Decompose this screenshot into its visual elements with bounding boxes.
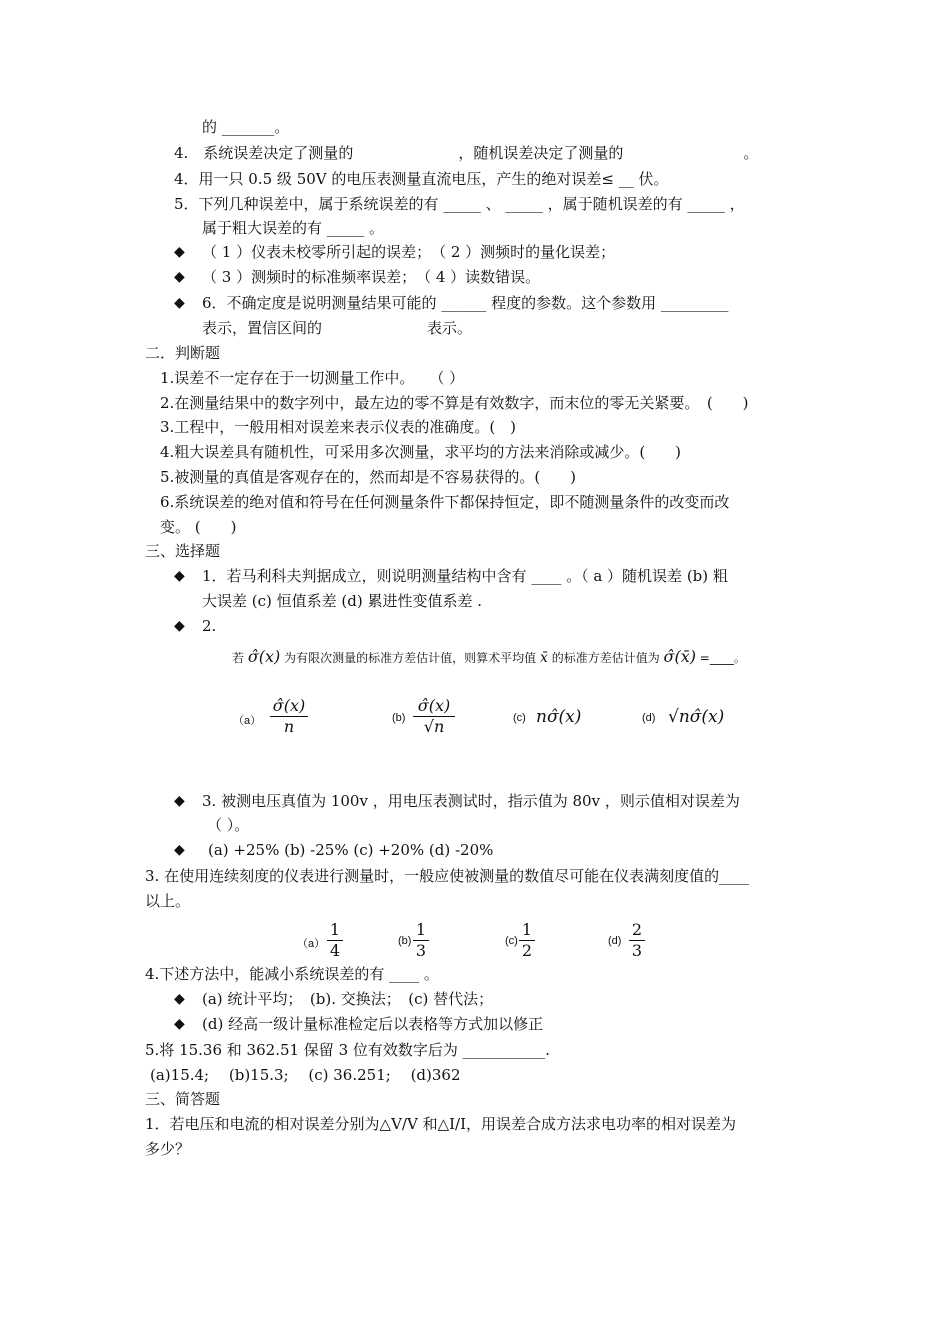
section-heading: 三、选择题 [145,542,221,560]
text-line: 3.工程中，一般用相对误差来表示仪表的准确度。( ) [160,418,517,436]
option-b-fraction [413,920,429,961]
section-heading: 二．判断题 [145,344,221,362]
fraction-numerator: 1 [413,920,429,941]
text-line: 6.系统误差的绝对值和符号在任何测量条件下都保持恒定，即不随测量条件的改变而改 [160,493,730,511]
text-line: 4．用一只 0.5 级 50V 的电压表测量直流电压，产生的绝对误差≤ __ 伏。 [174,170,669,188]
text-line: (a)15.4; (b)15.3; (c) 36.251; (d)362 [150,1066,461,1084]
text-line: 多少？ [145,1140,191,1158]
diamond-bullet-icon: ◆ [174,244,185,260]
text-line: 5.将 15.36 和 362.51 保留 3 位有效数字后为 ___________. [145,1041,550,1059]
fraction-numerator: 2 [629,920,645,941]
text-line: (a) +25% (b) -25% (c) +20% (d) -20% [208,841,494,859]
text-line: 以上。 [145,892,191,910]
text-line: 2. [202,617,217,635]
diamond-bullet-icon: ◆ [174,618,185,634]
text-line: 表示，置信区间的 表示。 [202,319,473,337]
option-label: (b) [392,712,406,724]
text-line: 1.误差不一定存在于一切测量工作中。 （ ） [160,369,465,387]
diamond-bullet-icon: ◆ [174,295,185,311]
fraction-denominator: 2 [521,941,533,960]
diamond-bullet-icon: ◆ [174,842,185,858]
text-line: (d) 经高一级计量标准检定后以表格等方式加以修正 [202,1015,544,1033]
option-c-expression: nσ̂(x) [536,707,582,727]
option-label: (c) [513,712,526,724]
option-label: (c) [505,935,518,947]
text-line: 3. 在使用连续刻度的仪表进行测量时，一般应使被测量的数值尽可能在仪表满刻度值的____ [145,867,750,885]
text-line: 大误差 (c) 恒值系差 (d) 累进性变值系差 . [202,592,483,610]
formula-text: 为有限次测量的标准方差估计值，则算术平均值 [284,651,537,665]
formula-xbar: x̄ [539,650,548,666]
option-label: （a） [233,715,262,727]
text-line: 3. 被测电压真值为 100v ，用电压表测试时，指示值为 80v ，则示值相对误差为 [202,792,740,810]
diamond-bullet-icon: ◆ [174,269,185,285]
fraction-denominator: √n [423,717,445,736]
fraction-denominator: 3 [415,941,427,960]
fraction-numerator: 1 [519,920,535,941]
section-heading: 三、简答题 [145,1090,221,1108]
option-d-expression: √nσ̂(x) [668,707,725,727]
option-label: （a） [297,938,326,950]
formula-sigma-xbar: σ̂(x̄) [663,647,696,666]
text-line: 的 _______。 [202,118,290,136]
option-label: (d) [608,935,622,947]
diamond-bullet-icon: ◆ [174,991,185,1007]
text-line: （ 3 ）测频时的标准频率误差； （ 4 ）读数错误。 [202,268,541,286]
text-line: 5.被测量的真值是客观存在的，然而却是不容易获得的。( ) [160,468,577,486]
option-label: (b) [398,935,412,947]
formula-text: 的标准方差估计值为 [551,651,660,665]
text-line: 6．不确定度是说明测量结果可能的 ______ 程度的参数。这个参数用 _________ [202,294,729,312]
fraction-denominator: n [283,717,295,736]
option-d-fraction [629,920,645,961]
option-label: (d) [642,712,656,724]
diamond-bullet-icon: ◆ [174,793,185,809]
text-line: （ ）。 [207,816,250,834]
fraction-denominator: 3 [631,941,643,960]
option-a-fraction [327,920,343,961]
formula-text: =____。 [699,651,746,665]
formula-question [232,647,746,668]
text-line: 属于粗大误差的有 _____ 。 [202,219,385,237]
option-b-fraction [413,696,455,737]
diamond-bullet-icon: ◆ [174,1016,185,1032]
formula-text: 若 [232,651,245,665]
text-line: 4. 系统误差决定了测量的 ，随机误差决定了测量的 。 [174,144,759,162]
text-line: 4.粗大误差具有随机性，可采用多次测量，求平均的方法来消除或减少。( ) [160,443,682,461]
text-line: 变。 ( ) [160,518,237,536]
diamond-bullet-icon: ◆ [174,568,185,584]
text-line: 1．若马利科夫判据成立，则说明测量结构中含有 ____ 。（ a ）随机误差 (b) 粗 [202,567,728,585]
fraction-numerator: 1 [327,920,343,941]
text-line: 1．若电压和电流的相对误差分别为△V/V 和△I/I，用误差合成方法求电功率的相对误差为 [145,1115,737,1133]
text-line: (a) 统计平均； (b). 交换法； (c) 替代法； [202,990,494,1008]
option-c-fraction [519,920,535,961]
text-line: 2.在测量结果中的数字列中，最左边的零不算是有效数字，而末位的零无关紧要。 ( ) [160,394,749,412]
text-line: 4.下述方法中，能减小系统误差的有 ____ 。 [145,965,439,983]
fraction-numerator: σ̂(x) [413,696,455,717]
text-line: 5．下列几种误差中，属于系统误差的有 _____ 、 _____ ，属于随机误差的有 _____ ， [174,195,745,213]
formula-sigma-x: σ̂(x) [247,647,281,666]
option-a-fraction [270,696,308,737]
fraction-denominator: 4 [329,941,341,960]
text-line: （ 1 ）仪表未校零所引起的误差； （ 2 ）测频时的量化误差； [202,243,616,261]
fraction-numerator: σ̂(x) [270,696,308,717]
